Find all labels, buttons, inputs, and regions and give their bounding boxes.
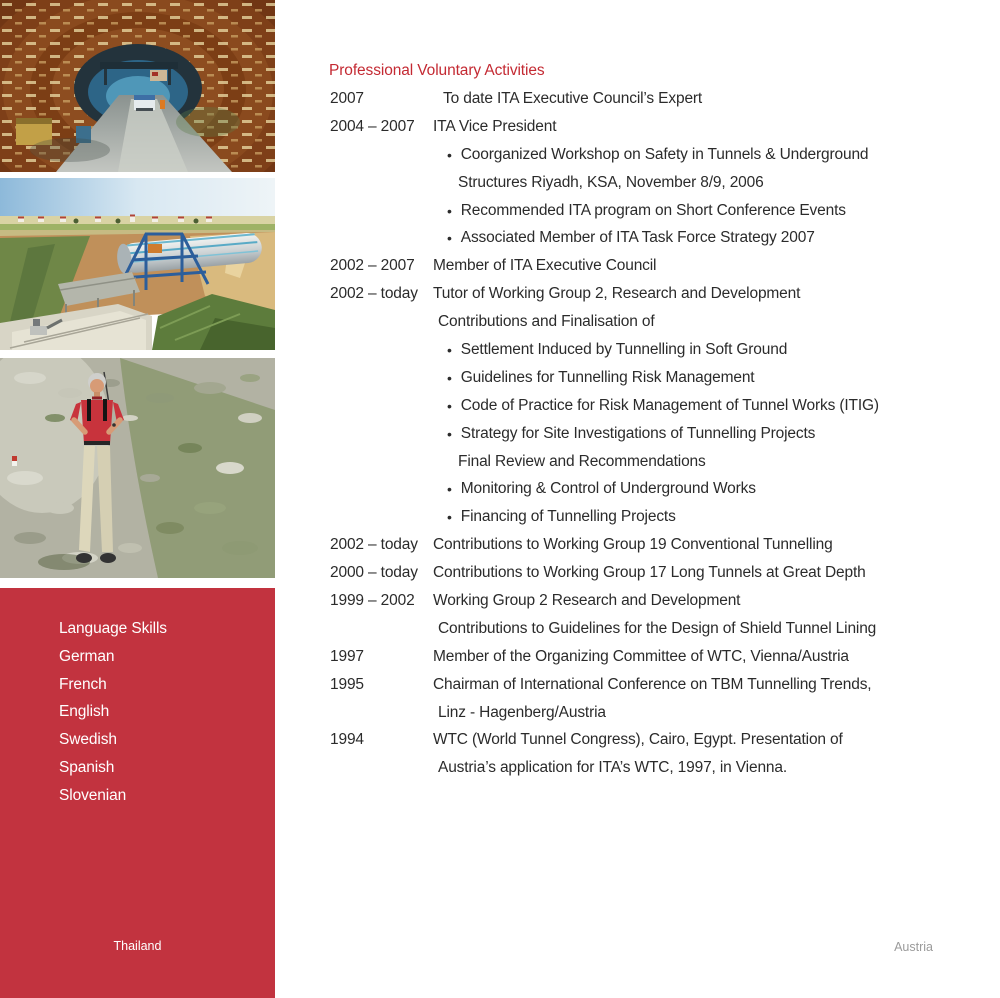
activity-text-wrap <box>433 369 754 387</box>
language-item: English <box>59 703 110 721</box>
activity-row <box>330 726 992 754</box>
activity-text: Coorganized Workshop on Safety in Tunnels & Underground <box>460 145 869 163</box>
activity-text: Contributions and Finalisation of <box>438 313 655 331</box>
activity-text: Contributions to Working Group 19 Conventional Tunnelling <box>433 536 833 554</box>
activity-text-wrap <box>433 397 879 415</box>
activity-text: Code of Practice for Risk Management of Tunnel Works (ITIG) <box>460 396 879 414</box>
activity-year: 2004 – 2007 <box>330 117 415 135</box>
activities-list <box>330 85 992 782</box>
activity-text-wrap <box>433 90 702 108</box>
activity-year: 2002 – today <box>330 285 418 303</box>
activity-year: 1997 <box>330 647 364 665</box>
activity-row <box>330 615 992 643</box>
activity-text: Recommended ITA program on Short Conference Events <box>460 201 846 219</box>
activity-text: Structures Riyadh, KSA, November 8/9, 2006 <box>458 173 764 191</box>
activity-year: 2000 – today <box>330 564 418 582</box>
activity-text-wrap <box>433 731 843 749</box>
bullet-icon: • <box>447 202 452 219</box>
activity-row <box>330 559 992 587</box>
activity-text: ITA Vice President <box>433 117 557 135</box>
activity-text: Contributions to Working Group 17 Long Tunnels at Great Depth <box>433 564 866 582</box>
activity-text-wrap <box>433 453 706 471</box>
activity-text-wrap <box>433 229 815 247</box>
activity-text-wrap <box>433 480 756 498</box>
activity-text-wrap <box>433 285 800 303</box>
activity-row <box>330 113 992 141</box>
activity-year: 1999 – 2002 <box>330 591 415 609</box>
activity-row <box>330 754 992 782</box>
activity-year: 2002 – today <box>330 536 418 554</box>
activity-row <box>330 503 992 531</box>
activity-text: Member of the Organizing Committee of WTC, Vienna/Austria <box>433 647 849 665</box>
activity-text-wrap <box>433 425 815 443</box>
activity-row <box>330 531 992 559</box>
activity-row <box>330 252 992 280</box>
activity-text: Strategy for Site Investigations of Tunnelling Projects <box>460 424 816 442</box>
activity-row <box>330 671 992 699</box>
bullet-icon: • <box>447 369 452 386</box>
activity-text-wrap <box>433 620 876 638</box>
activity-text-wrap <box>433 564 866 582</box>
activity-text: Associated Member of ITA Task Force Strategy 2007 <box>460 229 815 247</box>
activity-text: Final Review and Recommendations <box>458 452 706 470</box>
activity-row <box>330 280 992 308</box>
language-skills-title: Language Skills <box>59 620 167 637</box>
language-item: German <box>59 647 115 665</box>
activity-text-wrap <box>433 118 556 136</box>
activity-text-wrap <box>433 146 868 164</box>
activity-row <box>330 420 992 448</box>
page-footer-label: Austria <box>894 940 933 954</box>
activity-row <box>330 699 992 727</box>
activity-text: Financing of Tunnelling Projects <box>460 508 676 526</box>
activity-year: 1994 <box>330 731 364 749</box>
language-item: Slovenian <box>59 786 127 804</box>
activity-text: WTC (World Tunnel Congress), Cairo, Egypt. Presentation of <box>433 731 843 749</box>
activity-text: Chairman of International Conference on TBM Tunnelling Trends, <box>433 675 872 693</box>
activity-text-wrap <box>433 592 740 610</box>
activity-text: Guidelines for Tunnelling Risk Management <box>460 368 755 386</box>
activity-row <box>330 197 992 225</box>
activity-year: 2007 <box>330 89 364 107</box>
activity-text-wrap <box>433 257 656 275</box>
language-item: French <box>59 675 107 693</box>
bullet-icon: • <box>447 341 452 358</box>
activity-row <box>330 141 992 169</box>
activity-text-wrap <box>433 648 849 666</box>
activity-year: 1995 <box>330 675 364 693</box>
activity-text-wrap <box>433 174 764 192</box>
bullet-icon: • <box>447 509 452 526</box>
activity-text: Working Group 2 Research and Development <box>433 591 741 609</box>
bullet-icon: • <box>447 146 452 163</box>
activity-text: To date ITA Executive Council’s Expert <box>443 89 703 107</box>
activity-row <box>330 85 992 113</box>
activity-text-wrap <box>433 676 871 694</box>
activity-text-wrap <box>433 508 676 526</box>
activity-row <box>330 169 992 197</box>
activity-text-wrap <box>433 704 606 722</box>
activity-year: 2002 – 2007 <box>330 257 415 275</box>
activity-row <box>330 308 992 336</box>
activity-text-wrap <box>433 759 787 777</box>
page-title: Professional Voluntary Activities <box>329 62 545 79</box>
activity-text-wrap <box>433 536 833 554</box>
bullet-icon: • <box>447 425 452 442</box>
activity-row <box>330 336 992 364</box>
activity-row <box>330 224 992 252</box>
activity-text: Austria’s application for ITA’s WTC, 1997, in Vienna. <box>438 759 788 777</box>
activity-row <box>330 392 992 420</box>
activity-text: Member of ITA Executive Council <box>433 257 657 275</box>
bullet-icon: • <box>447 230 452 247</box>
activity-row <box>330 448 992 476</box>
bullet-icon: • <box>447 397 452 414</box>
activity-text-wrap <box>433 202 846 220</box>
activity-row <box>330 364 992 392</box>
activity-text: Linz - Hagenberg/Austria <box>438 703 606 721</box>
activity-text: Contributions to Guidelines for the Design of Shield Tunnel Lining <box>438 619 877 637</box>
activity-row <box>330 475 992 503</box>
sidebar-footer-label: Thailand <box>113 939 162 953</box>
activity-text: Tutor of Working Group 2, Research and Development <box>433 285 801 303</box>
bullet-icon: • <box>447 481 452 498</box>
language-item: Swedish <box>59 731 117 749</box>
activity-row <box>330 643 992 671</box>
activity-text-wrap <box>433 341 787 359</box>
activity-text-wrap <box>433 313 655 331</box>
activity-text: Monitoring & Control of Underground Works <box>460 480 756 498</box>
language-item: Spanish <box>59 758 115 776</box>
activity-row <box>330 587 992 615</box>
activity-text: Settlement Induced by Tunnelling in Soft Ground <box>460 340 788 358</box>
